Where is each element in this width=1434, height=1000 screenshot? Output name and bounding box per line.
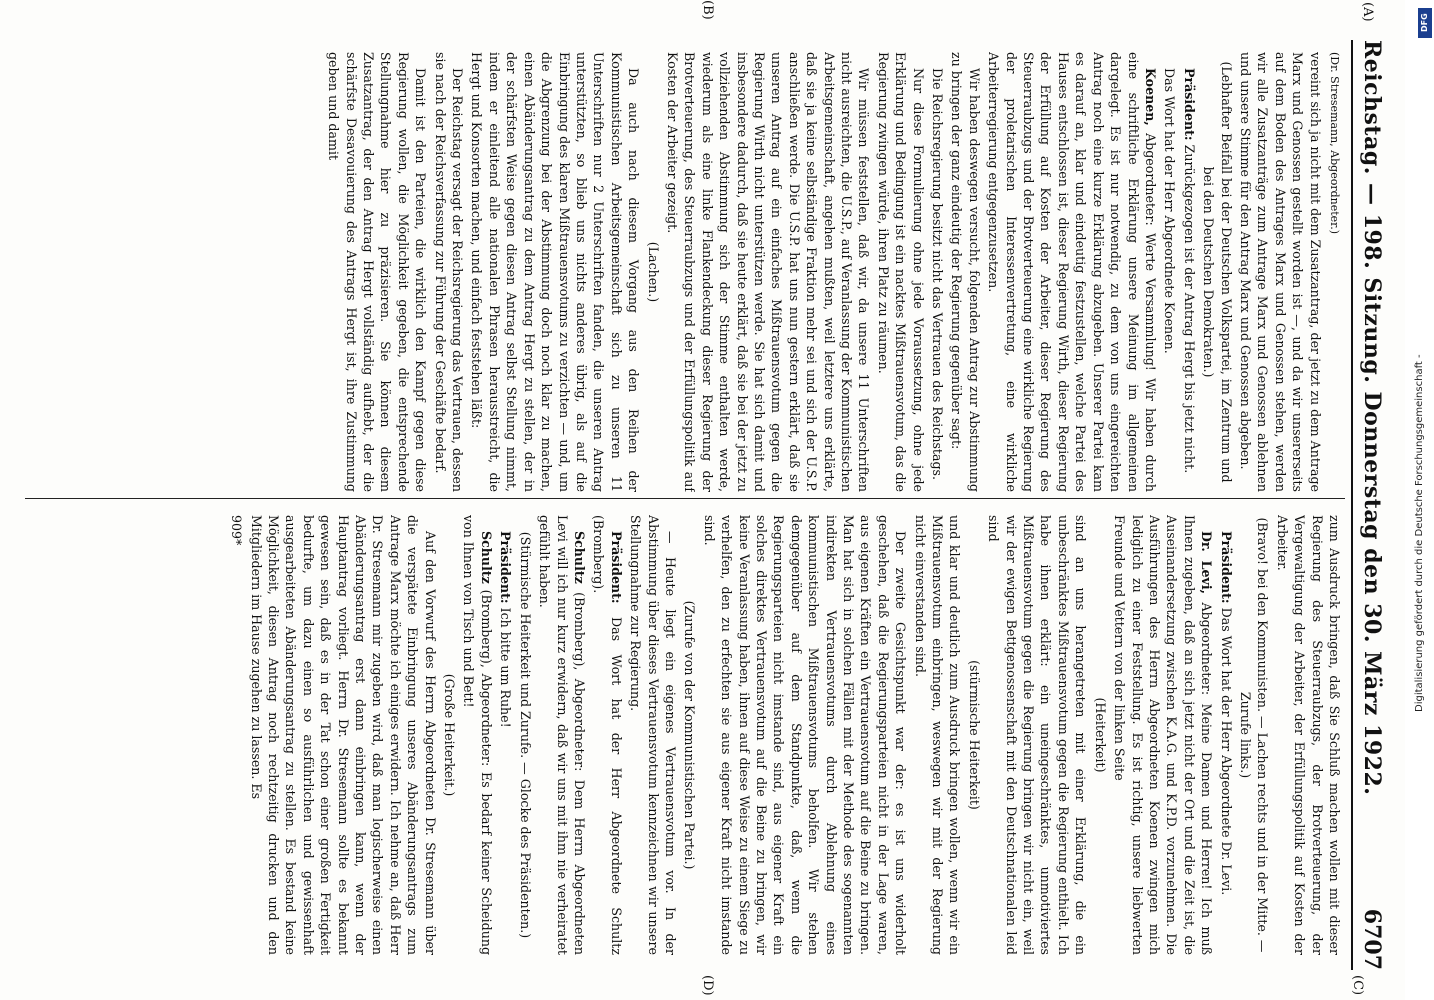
paragraph-text: (Bromberg), Abgeordneter: Es bedarf keiner Scheidung von Ihnen von Tisch und Bett! [461, 515, 494, 955]
paragraph-text: (Bravo! bei den Kommunisten. — Lachen rechts und in der Mitte. — Zurufe links.) [1237, 517, 1271, 953]
paragraph-text: (Lachen.) [645, 241, 661, 303]
column-divider [25, 498, 1345, 499]
paragraph-text: (Große Heiterkeit.) [442, 673, 458, 797]
paragraph [460, 515, 495, 955]
paragraph [1161, 52, 1178, 492]
paragraph [228, 515, 245, 955]
paragraph-text: Ich bitte um Ruhe! [498, 603, 514, 728]
paragraph [441, 515, 458, 955]
paragraph [1217, 515, 1234, 955]
paragraph-text: Das Wort hat der Herr Abgeordnete Schultz (Bromberg). [591, 515, 624, 955]
digitization-credit: Digitalisierung gefördert durch die Deutsche Forschungsgemeinschaft - [1414, 354, 1425, 712]
paragraph [644, 52, 661, 492]
paragraph-text: Abgeordneter: Meine Damen und Herren! Ich muß Ihnen zugeben, daß an sich jetzt nicht der Ort und die Zeit ist, die Auseinandersetzung zwischen K.A.G. und K.P.D. vorzunehmen. Die Ausführungen des Herrn Abgeordneten Koenen zwingen mich lediglich zu einer Feststellung. Es ist richtig, unsere liebwerten Freunde und Vettern von der linken Seite [1112, 515, 1215, 955]
speaker-name: Dr. Levi, [1199, 531, 1215, 594]
paragraph-text: (stürmische Heiterkeit) [966, 660, 982, 810]
paragraph-text: (Zurufe von der Kommunistischen Partei.) [682, 600, 698, 870]
paragraph [536, 515, 588, 955]
paragraph [985, 52, 1159, 492]
paragraph-text: Die Reichsregierung besitzt nicht das Vertrauen des Reichstags. [930, 68, 946, 481]
paragraph-text: Das Wort hat der Herr Abgeordnete Dr. Levi. [1218, 603, 1234, 896]
margin-marker-d: (D) [700, 975, 715, 996]
paragraph [1273, 515, 1343, 955]
paragraph [497, 515, 514, 955]
paragraph [590, 515, 625, 955]
paragraph [516, 515, 533, 955]
paragraph-text: Wir haben deswegen versucht, folgenden Antrag zur Abstimmung zu bringen der ganz eindeutig der Regierung gegenüber sagt: [949, 52, 982, 492]
paragraph-text: vereint sich ja nicht mit dem Zusatzantrag, der jetzt zu dem Antrage Marx und Genossen gestellt worden ist —, und da wir unsererseits auf dem Boden des Antrages Marx und Genossen stehen, werden wir alle Zusatzanträge zum Antrage Marx und Genossen ablehnen und unsere Stimme für den Antrag Marx und Genossen abgeben. [1237, 52, 1323, 492]
paragraph [247, 515, 438, 955]
paragraph-text: Damit ist den Parteien, die wirklich den Kampf gegen diese Regierung wollen, die Möglichkeit gegeben, die entsprechende Stellungnahme hier zu präzisieren. Sie können diesem Zusatzantrag, der den Antrag Hergt vollständig aufhebt, der die schärfste Desavouierung des Antrags Hergt ist, ihre Zustimmung geben und damit [326, 52, 429, 492]
speaker-name: Präsident: [1181, 68, 1197, 141]
paragraph [1180, 52, 1197, 492]
paragraph-text: Nur diese Formulierung ohne jede Voraussetzung, ohne jede Erklärung und Bedingung ist ein nacktes Mißtrauensvotum, das die Regierung zwingen würde, ihren Platz zu räumen. [875, 52, 926, 492]
paragraph [627, 515, 679, 955]
paragraph-text: Wir müssen feststellen, daß wir, da unsere 11 Unterschriften nicht ausreichten, die U.S.P., auf Veranlassung der Kommunistischen Arbeitsgemeinschaft, angehen mußten, weil letztere uns erklärte, daß sie ja keine selbständige Fraktion mehr sei und sich der U.S.P. anschließen werde. Die U.S.P. hat uns nun gestern erklärt, daß sie unseren Antrag auf ein einfaches Mißtrauensvotum gegen die Regierung Wirth nicht unterstützen werde. Sie hat sich damit und insbesondere dadurch, daß sie heute erklärt, daß sie bei der jetzt zu vollziehenden Abstimmung sich der Stimme enthalten werde, wiederum als eine linke Flankendeckung dieser Regierung der Brotverteuerung, des Steuerraubzugs und der Erfüllungspolitik auf Kosten der Arbeiter gezeigt. [664, 52, 872, 492]
paragraph [911, 515, 963, 955]
paragraph-text: und klar und deutlich zum Ausdruck bringen wollen, wenn wir ein Mißtrauensvotum einbringen, weswegen wir mit der Regierung nicht einverstanden sind. [912, 515, 963, 955]
paragraph-text: Auf den Vorwurf des Herrn Abgeordneten Dr. Stresemann über die verspätete Einbringung unseres Abänderungsantrags zum Antrage Marx möchte ich einiges erwidern. Ich nehme an, daß Herr Dr. Stresemann mir zugeben wird, daß man logischerweise einen Abänderungsantrag erst dann einbringen kann, wenn der Hauptantrag vorliegt. Herrn Dr. Stresemann sollte es bekannt gewesen sein, daß es in der Tat schon einer großen Fertigkeit bedurfte, um dazu einen so ausführlichen und gewissenhaft ausgearbeiteten Abänderungsantrag zu stellen. Es bestand keine Möglichkeit, diesen Antrag noch rechtzeitig drucken und den Mitgliedern im Hause zugehen zu lassen. Es [248, 515, 438, 955]
right-column [23, 515, 1343, 955]
margin-marker-c: (C) [1350, 975, 1365, 996]
page-number: 6707 [1359, 908, 1385, 970]
speaker-name: Präsident: [1218, 531, 1234, 604]
paragraph [948, 52, 983, 492]
margin-marker-b: (B) [700, 0, 715, 20]
speaker-name: Präsident: [608, 531, 624, 604]
paragraph-text: Abgeordneter: Werte Versammlung! Wir haben durch eine schriftliche Erklärung unsere Meinung im allgemeinen dargelegt. Es ist nur notwendig, zu dem von uns eingereichten Antrag noch eine kurze Erklärung abzugeben. Unserer Partei kam es darauf an, klar und eindeutig festzustellen, welche Partei des Hauses entschlossen ist, dieser Regierung Wirth, dieser Regierung der Erfüllung auf Kosten der Arbeiter, dieser Regierung des Steuerraubzugs und der Brotverteuerung eine wirkliche Regierung der proletarischen Interessenvertretung, eine wirkliche Arbeiterregierung entgegenzusetzen. [986, 52, 1158, 492]
speaker-name: Koenen, [1142, 68, 1158, 126]
paragraph-text: Der zweite Gesichtspunkt war der: es ist uns widerholt geschehen, daß die Regierungsparteien nicht in der Lage waren, aus eigenen Kräften ein Vertrauensvotum auf die Beine zu bringen. Man hat sich in solchen Fällen mit der Methode des sogenannten indirekten Vertrauensvotums durch Ablehnung eines kommunistischen Mißtrauensvotums beholfen. Wir stehen demgegenüber auf dem Standpunkte, daß, wenn die Regierungsparteien nicht imstande sind, aus eigener Kraft ein solches direktes Vertrauensvotum auf die Beine zu bringen, wir keine Veranlassung haben, ihnen auf diese Weise zu einem Siege zu verhelfen, den zu erfechten sie aus eigener Kraft nicht imstande sind. [701, 515, 909, 955]
speaker-name: Schultz [478, 531, 494, 584]
paragraph-text: Da auch nach diesem Vorgang aus den Reihen der Kommunistischen Arbeitsgemeinschaft sich zu unseren 11 Unterschriften nur 2 Unterschriften fanden, die unseren Antrag unterstützten, so blieb uns nichts anderes übrig, als auf die Einbringung des klaren Mißtrauensvotums zu verzichten — und, um die Abgrenzung bei der Abstimmung doch noch klar zu machen, einen Abänderungsantrag zu dem Antrag Hergt zu stellen, der in der schärfsten Weise gegen diesen Antrag selbst Stellung nimmt, indem er einleitend alle nationalen Phrasen herausstreicht, die Hergt und Konsorten machen, und einfach feststehen läßt: [469, 52, 642, 492]
paragraph-text: Das Wort hat der Herr Abgeordnete Koenen. [1162, 68, 1178, 354]
speaker-name: Schultz [571, 531, 587, 584]
paragraph-text: 909* [229, 515, 245, 546]
paragraph [431, 52, 466, 492]
dfg-logo-icon: DFG [1418, 8, 1432, 38]
paragraph [1111, 515, 1215, 955]
speaker-name: Präsident: [498, 531, 514, 604]
left-column [23, 52, 1343, 492]
paragraph-text: (Dr. Stresemann, Abgeordneter.) [1328, 52, 1341, 235]
header-title: Reichstag. — 198. Sitzung. Donnerstag den 30. März 1922. [1359, 40, 1385, 796]
paragraph-text: Zurückgezogen ist der Antrag Hergt bis jetzt nicht. [1181, 140, 1197, 474]
paragraph [1237, 52, 1324, 492]
margin-marker-a: (A) [1360, 2, 1375, 22]
paragraph [468, 52, 642, 492]
paragraph [325, 52, 429, 492]
paragraph [874, 52, 926, 492]
paragraph-text: (Bromberg), Abgeordneter: Dem Herrn Abgeordneten Levi will ich nur kurz erwidern, daß wir uns mit ihm nie verheiratet gefühlt haben. [537, 515, 587, 955]
paragraph [681, 515, 698, 955]
paragraph [929, 52, 946, 492]
paragraph [1091, 515, 1108, 955]
paragraph [664, 52, 873, 492]
paragraph-text: sind an uns herangetreten mit einer Erklärung, die ein unbeschränktes Mißtrauensvotum gegen die Regierung enthielt. Ich habe ihnen erklärt: ein uneingeschränktes, unmotiviertes Mißtrauensvotum gegen die Regierung bringen wir nicht ein, weil wir der ewigen Bettgenossenschaft mit den Deutschnationalen leid sind [986, 515, 1089, 955]
paragraph-text: (Stürmische Heiterkeit und Zurufe. — Glocke des Präsidenten.) [517, 531, 533, 939]
paragraph-text: zum Ausdruck bringen, daß Sie Schluß machen wollen mit dieser Regierung des Steuerraubzugs, der Brotverteuerung, der Vergewaltigung der Arbeiter, der Erfüllungspolitik auf Kosten der Arbeiter. [1274, 515, 1342, 955]
paragraph [1237, 515, 1272, 955]
paragraph-text: (Heiterkeit) [1092, 697, 1108, 773]
paragraph [700, 515, 909, 955]
paragraph [985, 515, 1089, 955]
paragraph [1326, 52, 1343, 492]
paragraph-text: Der Reichstag versagt der Reichsregierung das Vertrauen, dessen sie nach der Reichsverfassung zur Führung der Geschäfte bedarf. [432, 52, 466, 492]
paragraph-text: — Heute liegt ein eigenes Vertrauensvotum vor. In der Abstimmung über dieses Vertrauensvotum kennzeichnen wir unsere Stellungnahme zur Regierung. [628, 515, 678, 955]
page-header [1351, 40, 1393, 970]
paragraph [965, 515, 982, 955]
paragraph [1200, 52, 1235, 492]
paragraph-text: (Lebhafter Beifall bei der Deutschen Volkspartei, im Zentrum und bei den Deutschen Demokraten.) [1201, 61, 1234, 483]
